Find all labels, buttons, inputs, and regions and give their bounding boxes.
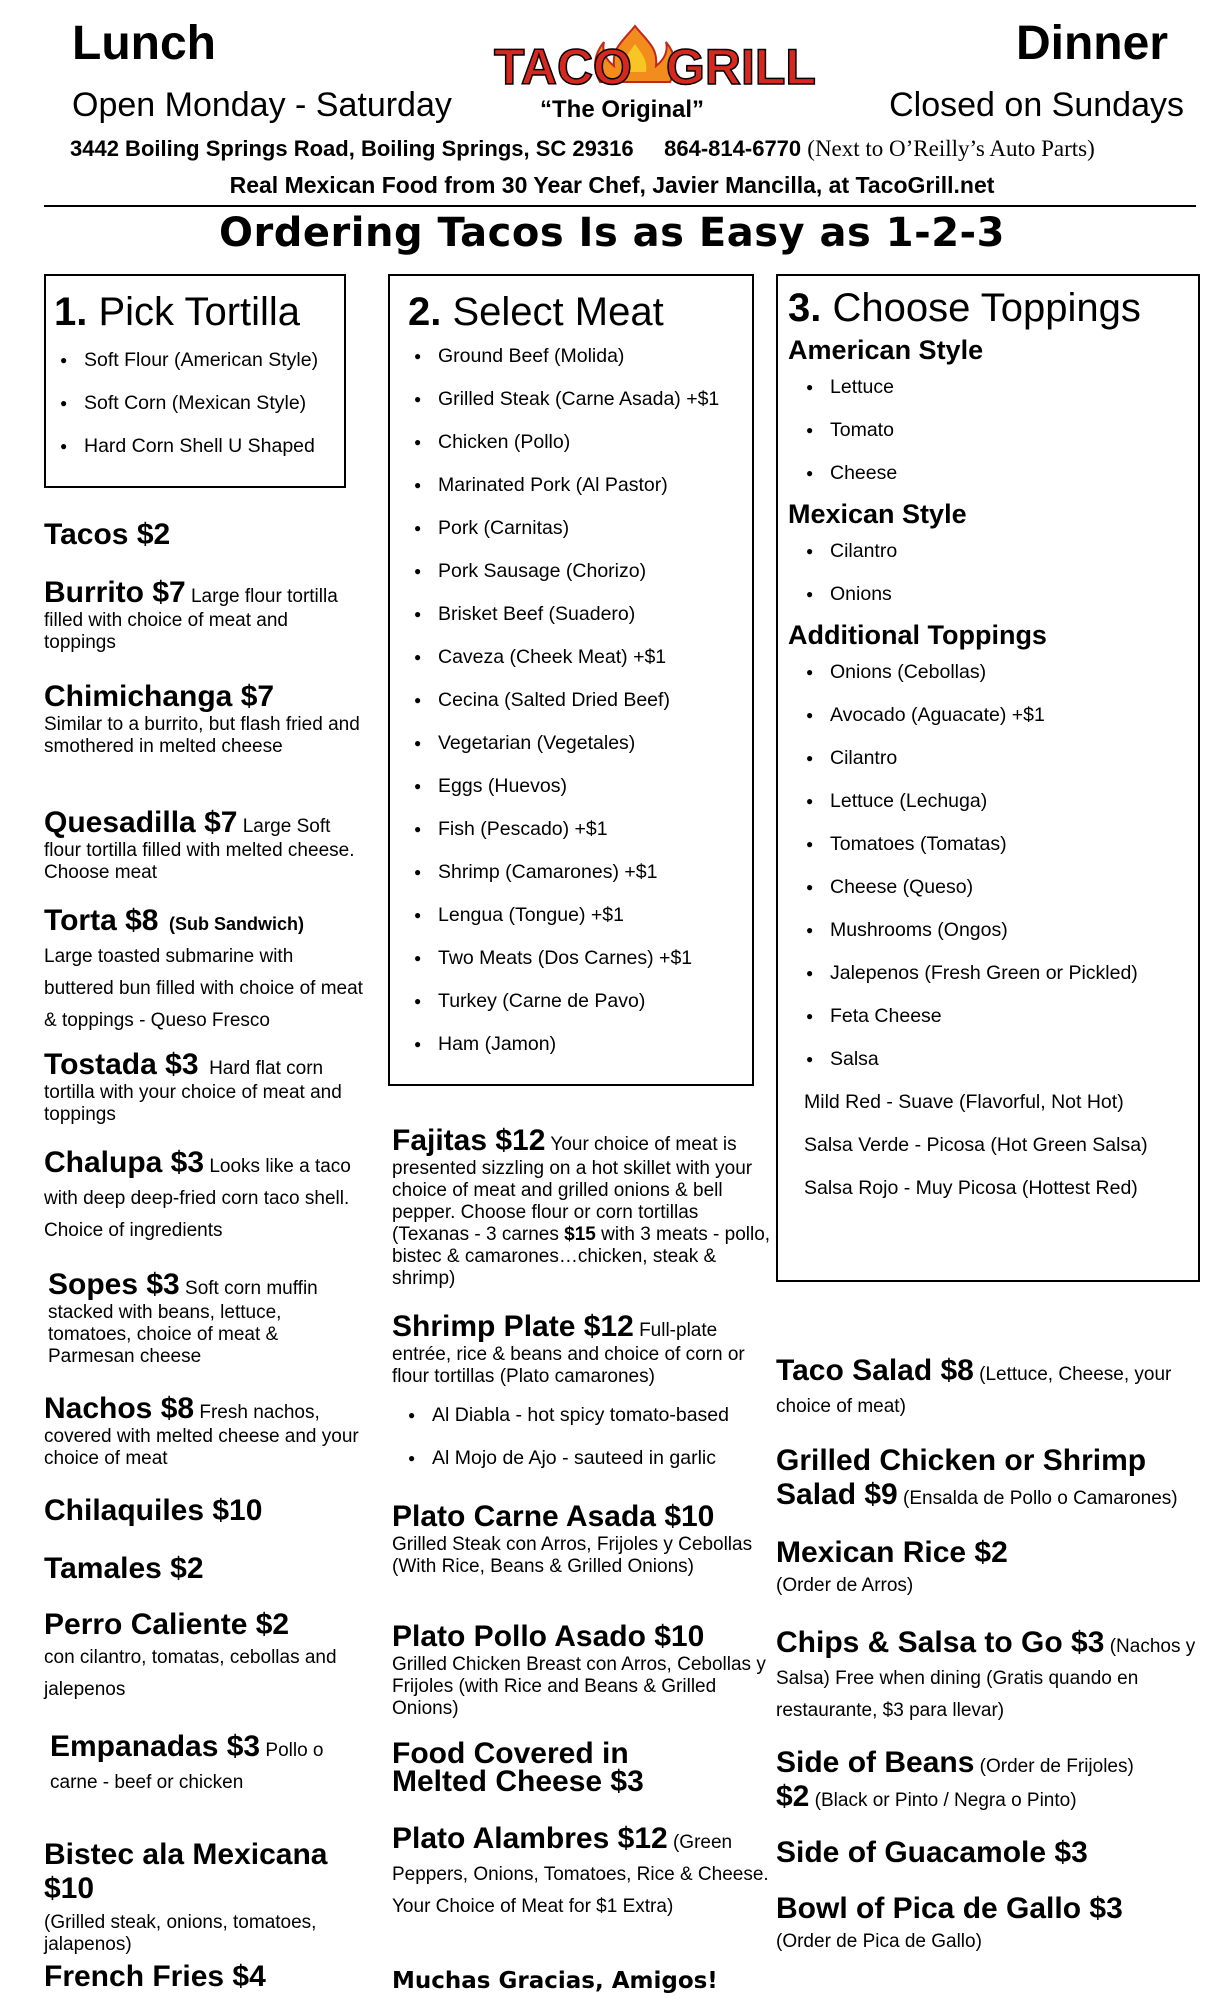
list-item: ● Hard Corn Shell U Shaped: [54, 425, 344, 468]
location-note: (Next to O’Reilly’s Auto Parts): [807, 136, 1095, 161]
list-item: ● Cilantro: [800, 737, 1198, 780]
menu-item-tostada: Tostada $3 Hard flat corn tortilla with your choice of meat and toppings: [44, 1048, 342, 1125]
list-item: ● Onions: [800, 573, 1198, 616]
hours-open: Open Monday - Saturday: [72, 86, 452, 124]
menu-item-french-fries: French Fries $4: [44, 1960, 266, 1993]
list-item: ● Cheese (Queso): [800, 866, 1198, 909]
menu-item-carne-asada: Plato Carne Asada $10 Grilled Steak con Arros, Frijoles y Cebollas (With Rice, Beans & Grilled Onions): [392, 1500, 753, 1577]
list-item: ● Ham (Jamon): [408, 1023, 752, 1066]
list-item: ● Lettuce: [800, 366, 1198, 409]
list-item: ● Mushrooms (Ongos): [800, 909, 1198, 952]
dinner-title: Dinner: [1015, 17, 1168, 70]
step3-box: [776, 274, 1200, 1282]
list-item: ● Soft Flour (American Style): [54, 339, 344, 382]
list-item: ● Caveza (Cheek Meat) +$1: [408, 636, 752, 679]
menu-item-taco-salad: Taco Salad $8 (Lettuce, Cheese, your choice of meat): [776, 1354, 1172, 1417]
menu-item-sopes: Sopes $3 Soft corn muffin stacked with beans, lettuce, tomatoes, choice of meat & Parmesan cheese: [48, 1268, 318, 1367]
menu-item-melted-cheese: Food Covered in Melted Cheese $3: [392, 1737, 644, 1798]
list-item: ● Avocado (Aguacate) +$1: [800, 694, 1198, 737]
hours-closed: Closed on Sundays: [889, 86, 1184, 124]
list-item: ● Pork (Carnitas): [408, 507, 752, 550]
additional-toppings-title: Additional Toppings: [788, 620, 1047, 650]
list-item: ● Al Mojo de Ajo - sauteed in garlic: [402, 1437, 772, 1480]
list-item: ● Grilled Steak (Carne Asada) +$1: [408, 378, 752, 421]
list-item: ● Tomatoes (Tomatas): [800, 823, 1198, 866]
address: 3442 Boiling Springs Road, Boiling Springs, SC 29316: [70, 136, 634, 161]
list-item: ● Pork Sausage (Chorizo): [408, 550, 752, 593]
list-item: ● Lengua (Tongue) +$1: [408, 894, 752, 937]
menu-item-burrito: Burrito $7 Large flour tortilla filled with choice of meat and toppings: [44, 576, 338, 653]
menu-item-pico-de-gallo: Bowl of Pica de Gallo $3 (Order de Pica de Gallo): [776, 1892, 1123, 1952]
shrimp-options: [392, 1394, 772, 1480]
thank-you: Muchas Gracias, Amigos!: [392, 1968, 718, 1994]
list-item: ● Vegetarian (Vegetales): [408, 722, 752, 765]
menu-item-side-beans: Side of Beans (Order de Frijoles) $2 (Black or Pinto / Negra o Pinto): [776, 1746, 1134, 1813]
mexican-style-title: Mexican Style: [788, 499, 967, 529]
list-item: ● Cheese: [800, 452, 1198, 495]
step3-title: 3. Choose Toppings: [788, 286, 1141, 330]
american-style-title: American Style: [788, 335, 984, 365]
menu-item-pollo-asado: Plato Pollo Asado $10 Grilled Chicken Breast con Arros, Cebollas y Frijoles (with Rice and Beans & Grilled Onions): [392, 1620, 766, 1719]
list-item: ● Salsa: [800, 1038, 1198, 1081]
step2-box: [388, 274, 754, 1086]
menu-item-chalupa: Chalupa $3 Looks like a taco with deep deep-fried corn taco shell. Choice of ingredients: [44, 1146, 351, 1241]
list-item: ● Feta Cheese: [800, 995, 1198, 1038]
step2-title: 2. Select Meat: [408, 290, 664, 334]
menu-item-alambres: Plato Alambres $12 (Green Peppers, Onions, Tomatoes, Rice & Cheese. Your Choice of Meat for $1 Extra): [392, 1822, 769, 1917]
salsa-verde: Salsa Verde - Picosa (Hot Green Salsa): [804, 1134, 1148, 1156]
real-food-line: Real Mexican Food from 30 Year Chef, Javier Mancilla, at TacoGrill.net: [229, 172, 995, 198]
salsa-mild: Mild Red - Suave (Flavorful, Not Hot): [804, 1091, 1124, 1113]
logo-text-taco: TACO: [494, 39, 632, 95]
list-item: ● Cilantro: [800, 530, 1198, 573]
address-line: [70, 136, 1095, 162]
menu-item-chilaquiles: Chilaquiles $10: [44, 1494, 263, 1527]
header-divider: [44, 205, 1196, 207]
menu-item-chimichanga: Chimichanga $7 Similar to a burrito, but flash fried and smothered in melted cheese: [44, 680, 360, 757]
meat-list: [408, 335, 752, 1066]
menu-item-empanadas: Empanadas $3 Pollo o carne - beef or chicken: [50, 1730, 324, 1793]
list-item: ● Soft Corn (Mexican Style): [54, 382, 344, 425]
list-item: ● Al Diabla - hot spicy tomato-based: [402, 1394, 772, 1437]
list-item: ● Ground Beef (Molida): [408, 335, 752, 378]
menu-item-grilled-salad: Grilled Chicken or Shrimp Salad $9 (Ensalda de Pollo o Camarones): [776, 1444, 1178, 1511]
list-item: ● Tomato: [800, 409, 1198, 452]
menu-item-fajitas: Fajitas $12 Your choice of meat is presented sizzling on a hot skillet with your choice of meat and grilled onions & bell pepper. Choose flour or corn tortillas (Texanas - 3 carnes $15 with 3 meats - pollo, bistec & camarones…chicken, steak & shrimp): [392, 1124, 771, 1289]
list-item: ● Jalepenos (Fresh Green or Pickled): [800, 952, 1198, 995]
phone: 864-814-6770: [664, 136, 802, 161]
menu-item-tacos: Tacos $2: [44, 518, 171, 551]
taco-grill-logo: [490, 22, 816, 95]
list-item: ● Shrimp (Camarones) +$1: [408, 851, 752, 894]
menu-item-mexican-rice: Mexican Rice $2 (Order de Arros): [776, 1536, 1008, 1596]
list-item: ● Chicken (Pollo): [408, 421, 752, 464]
list-item: ● Turkey (Carne de Pavo): [408, 980, 752, 1023]
menu-item-quesadilla: Quesadilla $7 Large Soft flour tortilla filled with melted cheese. Choose meat: [44, 806, 355, 883]
menu-item-perro-caliente: Perro Caliente $2 con cilantro, tomatas, cebollas and jalepenos: [44, 1608, 337, 1700]
tortilla-list: [54, 339, 344, 468]
menu-item-nachos: Nachos $8 Fresh nachos, covered with melted cheese and your choice of meat: [44, 1392, 359, 1469]
list-item: ● Fish (Pescado) +$1: [408, 808, 752, 851]
menu-item-torta: Torta $8 (Sub Sandwich) Large toasted submarine with buttered bun filled with choice of meat & toppings - Queso Fresco: [44, 904, 363, 1031]
tagline: “The Original”: [540, 96, 705, 123]
salsa-rojo: Salsa Rojo - Muy Picosa (Hottest Red): [804, 1177, 1138, 1199]
list-item: ● Lettuce (Lechuga): [800, 780, 1198, 823]
menu-item-shrimp-plate: Shrimp Plate $12 Full-plate entrée, rice & beans and choice of corn or flour tortillas (Plato camarones) ● Al Diabla - hot spicy tomato-based ● Al Mojo de Ajo - sauteed in garlic: [392, 1310, 772, 1480]
list-item: ● Onions (Cebollas): [800, 651, 1198, 694]
list-item: ● Cecina (Salted Dried Beef): [408, 679, 752, 722]
step1-title: 1. Pick Tortilla: [54, 290, 301, 334]
american-list: [788, 366, 1198, 495]
list-item: ● Eggs (Huevos): [408, 765, 752, 808]
step1-box: [44, 274, 346, 488]
logo-text-grill: GRILL: [666, 39, 816, 95]
menu-item-guacamole: Side of Guacamole $3: [776, 1836, 1088, 1869]
menu-item-chips-salsa: Chips & Salsa to Go $3 (Nachos y Salsa) Free when dining (Gratis quando en restaurante, $3 para llevar): [776, 1626, 1196, 1721]
lunch-title: Lunch: [72, 17, 216, 70]
list-item: ● Two Meats (Dos Carnes) +$1: [408, 937, 752, 980]
headline: Ordering Tacos Is as Easy as 1-2-3: [219, 210, 1005, 256]
mexican-list: [788, 530, 1198, 616]
menu-item-bistec: Bistec ala Mexicana $10 (Grilled steak, onions, tomatoes, jalapenos): [44, 1838, 328, 1955]
list-item: ● Marinated Pork (Al Pastor): [408, 464, 752, 507]
menu-item-tamales: Tamales $2: [44, 1552, 204, 1585]
list-item: ● Brisket Beef (Suadero): [408, 593, 752, 636]
additional-list: [788, 651, 1198, 1081]
